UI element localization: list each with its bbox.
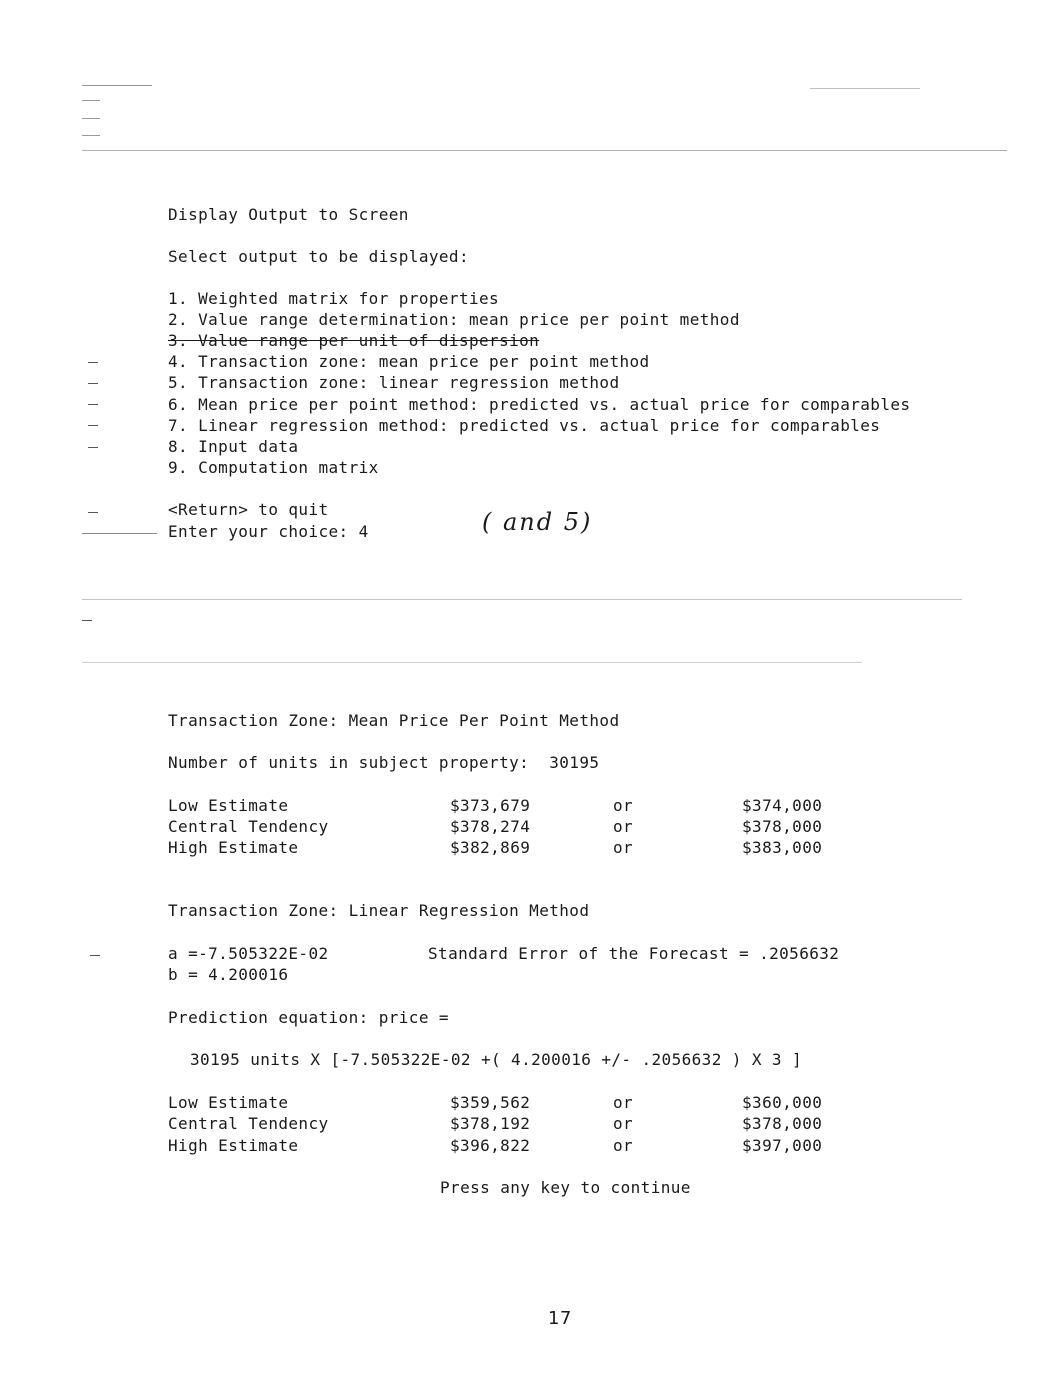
row-label: Central Tendency [168,1114,329,1133]
coefficient-a: a =-7.505322E-02 [168,944,329,963]
row-rounded: $360,000 [742,1093,823,1112]
prediction-equation: 30195 units X [-7.505322E-02 +( 4.200016 +/- .2056632 ) X 3 ] [190,1050,803,1069]
menu-item-value-range[interactable]: 2. Value range determination: mean price per point method [168,310,740,329]
menu-item-transaction-zone-mean[interactable]: 4. Transaction zone: mean price per point method [168,352,650,371]
page-number: 17 [548,1308,572,1329]
quit-hint: <Return> to quit [168,500,329,519]
row-rounded: $383,000 [742,838,823,857]
row-exact: $373,679 [450,796,531,815]
menu-item-computation-matrix[interactable]: 9. Computation matrix [168,458,379,477]
row-or: or [613,1114,634,1133]
row-or: or [613,796,634,815]
units-line: Number of units in subject property: 30195 [168,753,600,772]
handwritten-note: ( and 5) [482,508,593,536]
menu-title: Display Output to Screen [168,205,409,224]
row-exact: $382,869 [450,838,531,857]
menu-item-value-range-dispersion[interactable]: 3. Value range per unit of dispersion [168,331,540,350]
menu-item-regression-predicted-vs-actual[interactable]: 7. Linear regression method: predicted vs. actual price for comparables [168,416,881,435]
row-exact: $359,562 [450,1093,531,1112]
row-or: or [613,838,634,857]
row-rounded: $374,000 [742,796,823,815]
row-label: Low Estimate [168,1093,289,1112]
choice-input[interactable]: Enter your choice: 4 [168,522,369,541]
menu-item-transaction-zone-regression[interactable]: 5. Transaction zone: linear regression method [168,373,620,392]
regression-title: Transaction Zone: Linear Regression Method [168,901,590,920]
row-label: High Estimate [168,1136,299,1155]
menu-item-input-data[interactable]: 8. Input data [168,437,299,456]
row-or: or [613,1093,634,1112]
menu-item-mean-predicted-vs-actual[interactable]: 6. Mean price per point method: predicted vs. actual price for comparables [168,395,911,414]
row-rounded: $378,000 [742,817,823,836]
row-label: High Estimate [168,838,299,857]
menu-item-weighted-matrix[interactable]: 1. Weighted matrix for properties [168,289,500,308]
row-label: Low Estimate [168,796,289,815]
row-rounded: $397,000 [742,1136,823,1155]
row-exact: $378,192 [450,1114,531,1133]
row-or: or [613,1136,634,1155]
row-or: or [613,817,634,836]
menu-prompt: Select output to be displayed: [168,247,469,266]
mean-price-title: Transaction Zone: Mean Price Per Point Method [168,711,620,730]
coefficient-b: b = 4.200016 [168,965,289,984]
row-rounded: $378,000 [742,1114,823,1133]
row-exact: $396,822 [450,1136,531,1155]
standard-error: Standard Error of the Forecast = .2056632 [428,944,840,963]
row-label: Central Tendency [168,817,329,836]
row-exact: $378,274 [450,817,531,836]
continue-prompt[interactable]: Press any key to continue [440,1178,691,1197]
equation-label: Prediction equation: price = [168,1008,449,1027]
